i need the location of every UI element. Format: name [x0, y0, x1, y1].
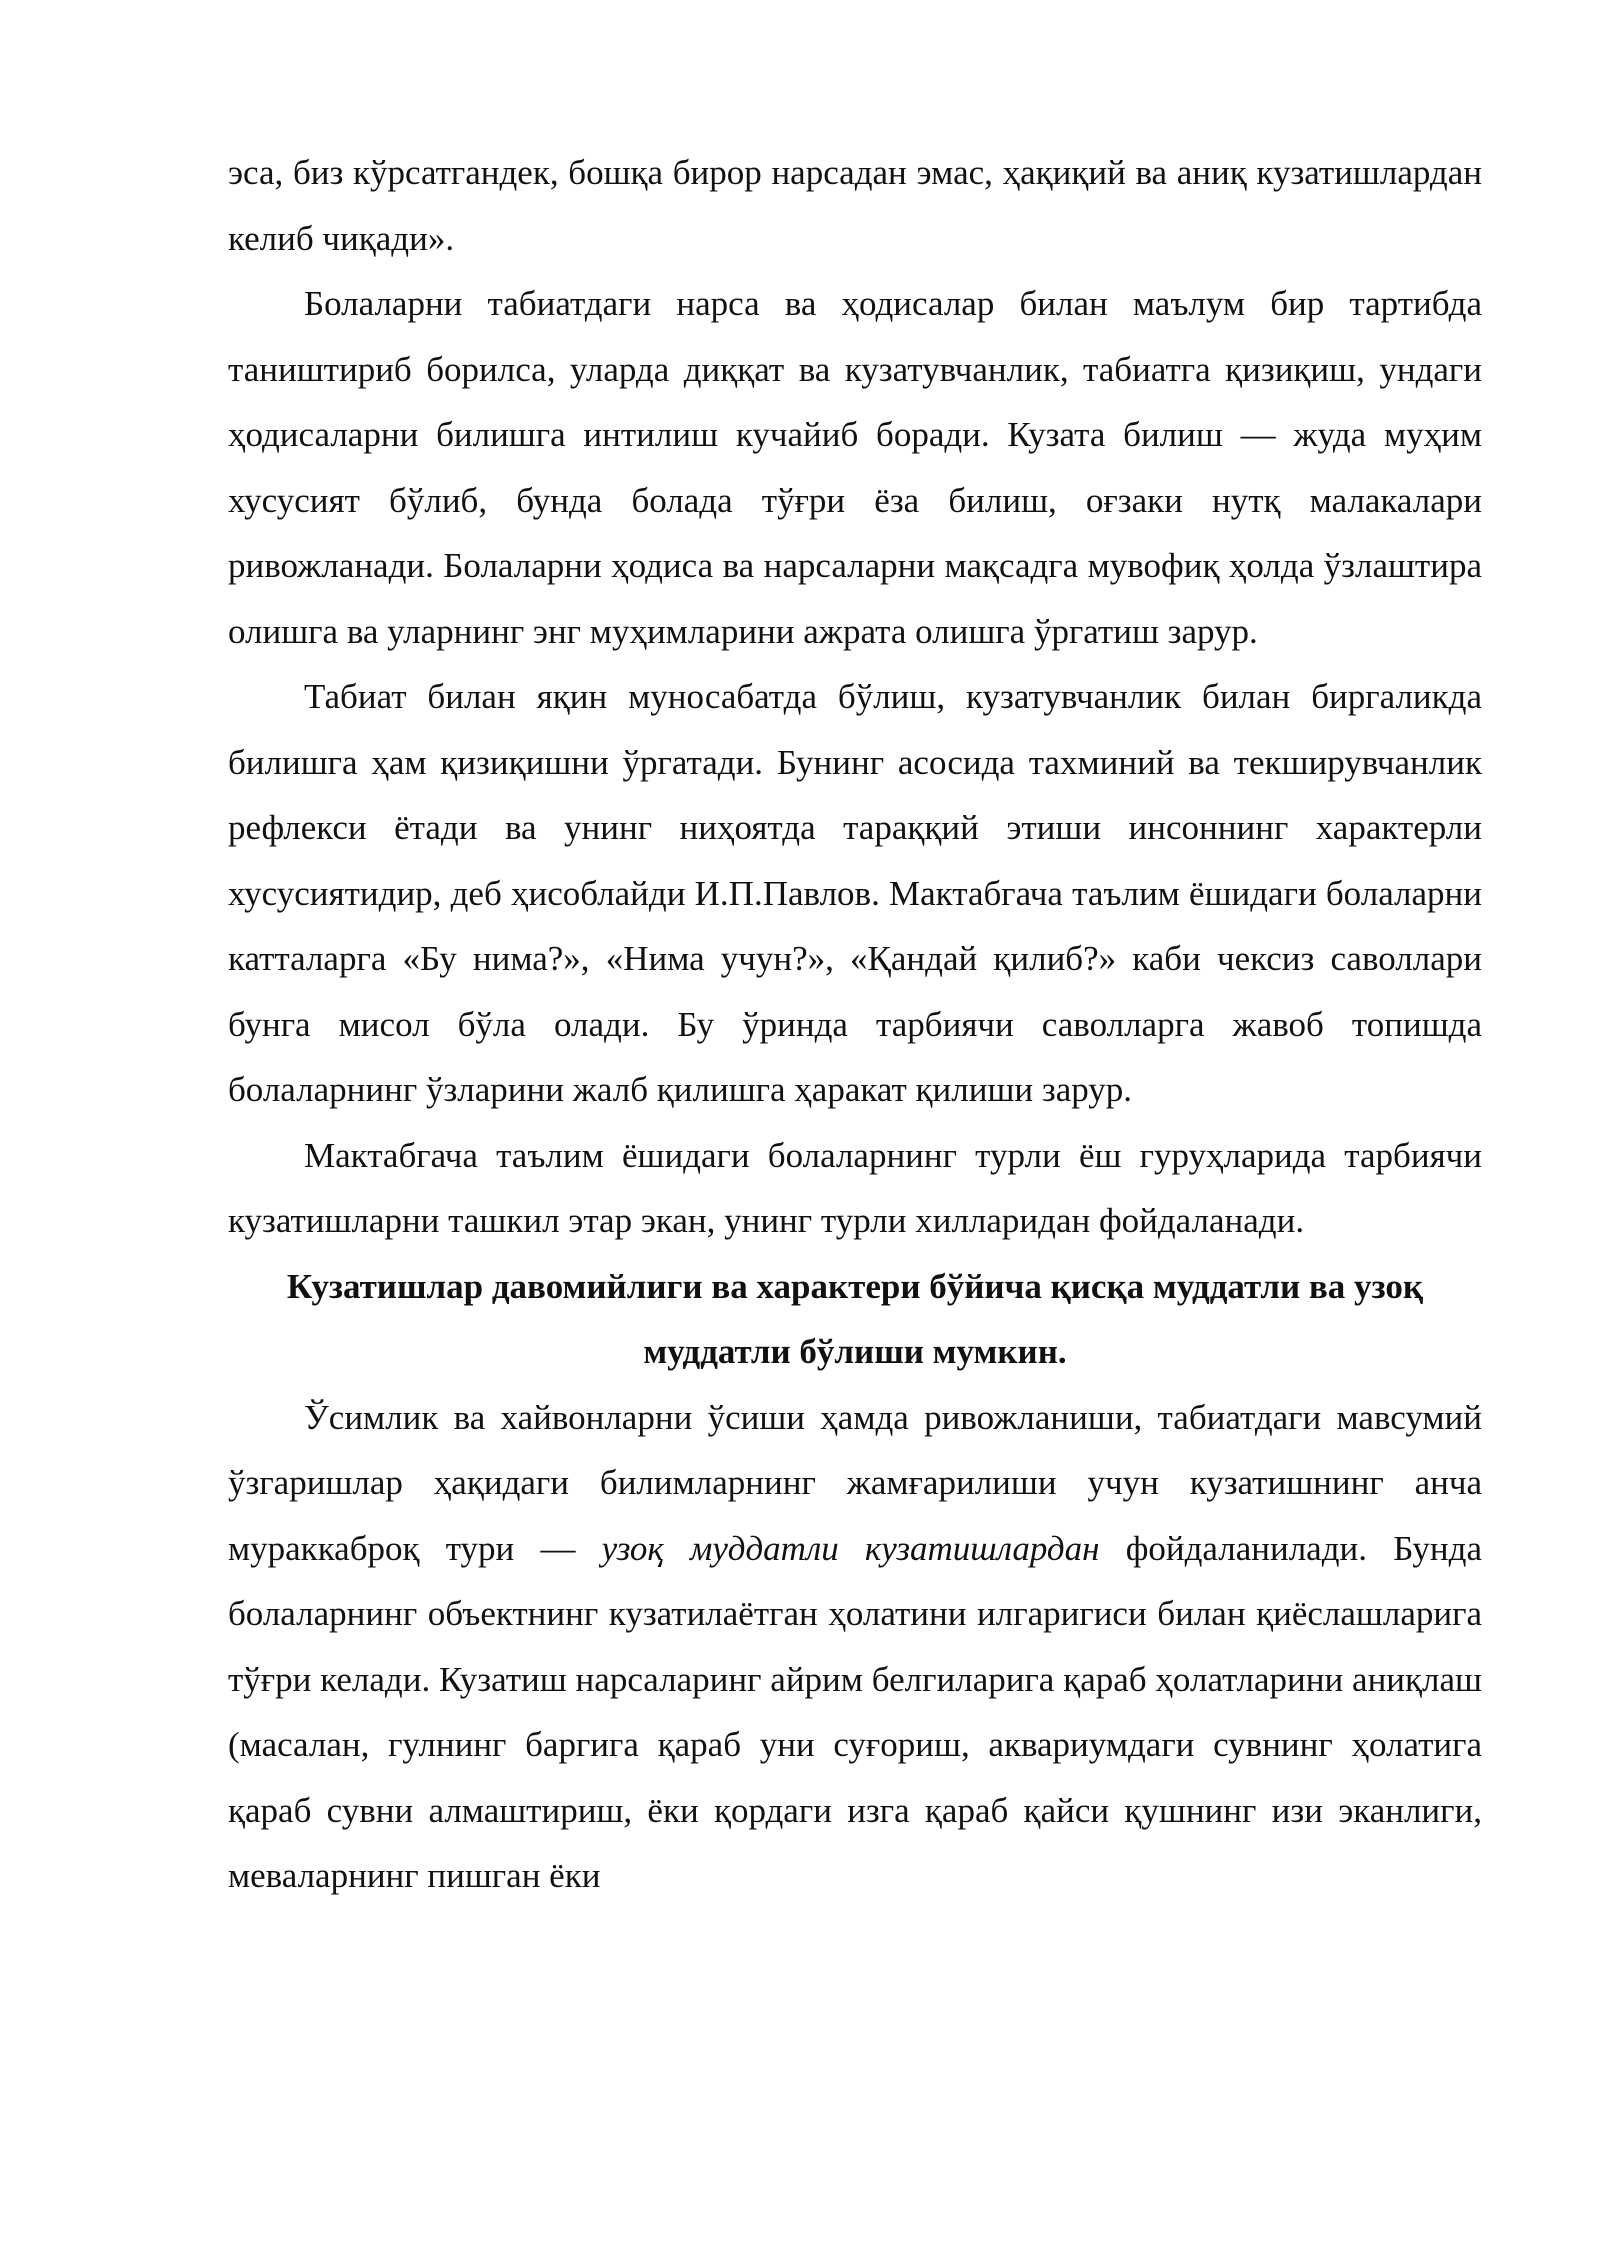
- italic-term: узоқ муддатли кузатишлардан: [601, 1528, 1100, 1568]
- document-page: [228, 140, 1482, 1909]
- paragraph-continuation: эса, биз кўрсатгандек, бошқа бирор нарсадан эмас, ҳақиқий ва аниқ кузатишлардан келиб чиқади».: [228, 153, 1482, 258]
- paragraph-text-end: фойдаланилади. Бунда болаларнинг объектнинг кузатилаётган ҳолатини илгаригиси билан қиёслашларига тўғри келади. Кузатиш нарсаларинг айрим белгиларига қараб ҳолатларини аниқлаш (масалан, гулнинг баргига қараб уни суғориш, аквариумдаги сувнинг ҳолатига қараб сувни алмаштириш, ёки қордаги изга қараб қайси қушнинг изи эканлиги, меваларнинг пишган ёки: [228, 1528, 1482, 1895]
- paragraph-long-term-observation: [228, 1385, 1482, 1909]
- paragraph-pavlov-reflex: Табиат билан яқин муносабатда бўлиш, кузатувчанлик билан биргаликда билишга ҳам қизиқишни ўргатади. Бунинг асосида тахминий ва текширувчанлик рефлекси ётади ва унинг ниҳоятда тараққий этиши инсоннинг характерли хусусиятидир, деб ҳисоблайди И.П.Павлов. Мактабгача таълим ёшидаги болаларни катталарга «Бу нима?», «Нима учун?», «Қандай қилиб?» каби чексиз саволлари бунга мисол бўла олади. Бу ўринда тарбиячи саволларга жавоб топишда болаларнинг ўзларини жалб қилишга ҳаракат қилиши зарур.: [228, 677, 1482, 1109]
- section-heading-line-2: муддатли бўлиши мумкин.: [643, 1332, 1067, 1371]
- section-heading-line-1: Кузатишлар давомийлиги ва характери бўйича қисқа муддатли ва узоқ: [286, 1266, 1424, 1306]
- paragraph-observation-skills: Болаларни табиатдаги нарса ва ҳодисалар билан маълум бир тартибда таништириб борилса, уларда диққат ва кузатувчанлик, табиатга қизиқиш, ундаги ҳодисаларни билишга интилиш кучайиб боради. Кузата билиш — жуда муҳим хусусият бўлиб, бунда болада тўғри ёза билиш, оғзаки нутқ малакалари ривожланади. Болаларни ҳодиса ва нарсаларни мақсадга мувофиқ ҳолда ўзлаштира олишга ва уларнинг энг муҳимларини ажрата олишга ўргатиш зарур.: [228, 284, 1482, 651]
- paragraph-age-groups: Мактабгача таълим ёшидаги болаларнинг турли ёш гуруҳларида тарбиячи кузатишларни ташкил этар экан, унинг турли хилларидан фойдаланади.: [228, 1135, 1482, 1240]
- paragraph-text-start: Ўсимлик ва хайвонларни ўсиши ҳамда ривожланиши, табиатдаги мавсумий ўзгаришлар ҳақидаги билимларнинг жамғарилиши учун кузатишнинг анча мураккаброқ тури —: [228, 1397, 1482, 1568]
- section-heading: [228, 1254, 1482, 1385]
